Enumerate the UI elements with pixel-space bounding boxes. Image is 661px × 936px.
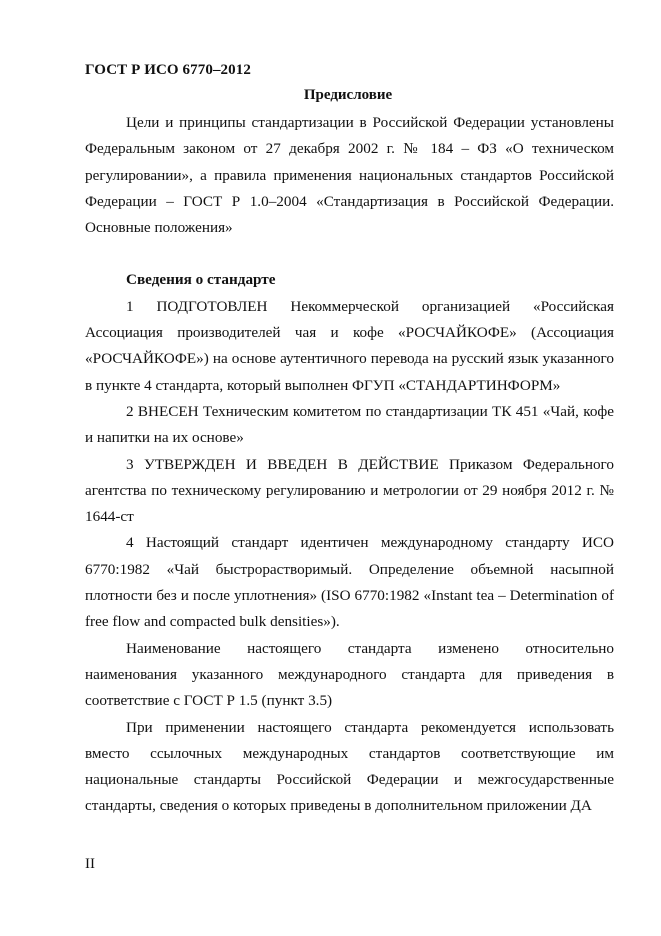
intro-paragraph: Цели и принципы стандартизации в Российской Федерации установлены Федеральным законом от 27 декабря 2002 г. № 184 – ФЗ «О техническом регулировании», а правила применения национальных стандартов Российской Федерации – ГОСТ Р 1.0–2004 «Стандартизация в Российской Федерации. Основные положения» [85, 114, 614, 237]
item-paragraph: 2 ВНЕСЕН Техническим комитетом по стандартизации ТК 451 «Чай, кофе и напитки на их основе» [85, 402, 614, 447]
document-header: ГОСТ Р ИСО 6770–2012 [85, 62, 251, 78]
page-title: Предисловие [303, 87, 393, 103]
item-paragraph: Наименование настоящего стандарта изменено относительно наименования указанного международного стандарта для приведения в соответствие с ГОСТ Р 1.5 (пункт 3.5) [85, 639, 614, 710]
item-paragraph: 4 Настоящий стандарт идентичен международному стандарту ИСО 6770:1982 «Чай быстрорастворимый. Определение объемной насыпной плотности без и после уплотнения» (ISO 6770:1982 «Instant tea – Determination of free flow and compacted bulk densities»). [85, 534, 614, 631]
item-paragraph: 3 УТВЕРЖДЕН И ВВЕДЕН В ДЕЙСТВИЕ Приказом Федерального агентства по техническому регулированию и метрологии от 29 ноября 2012 г. № 1644-ст [85, 455, 614, 526]
spacer [85, 241, 614, 267]
page-number: II [85, 856, 95, 872]
item-paragraph: 1 ПОДГОТОВЛЕН Некоммерческой организацией «Российская Ассоциация производителей чая и кофе «РОСЧАЙКОФЕ» (Ассоциация «РОСЧАЙКОФЕ») на основе аутентичного перевода на русский язык указанного в пункте 4 стандарта, который выполнен ФГУП «СТАНДАРТИНФОРМ» [85, 297, 614, 394]
section-title: Сведения о стандарте [126, 271, 276, 289]
document-body [85, 110, 614, 820]
item-paragraph: При применении настоящего стандарта рекомендуется использовать вместо ссылочных международных стандартов соответствующие им национальные стандарты Российской Федерации и межгосударственные стандарты, сведения о которых приведены в дополнительном приложении ДА [85, 718, 614, 815]
